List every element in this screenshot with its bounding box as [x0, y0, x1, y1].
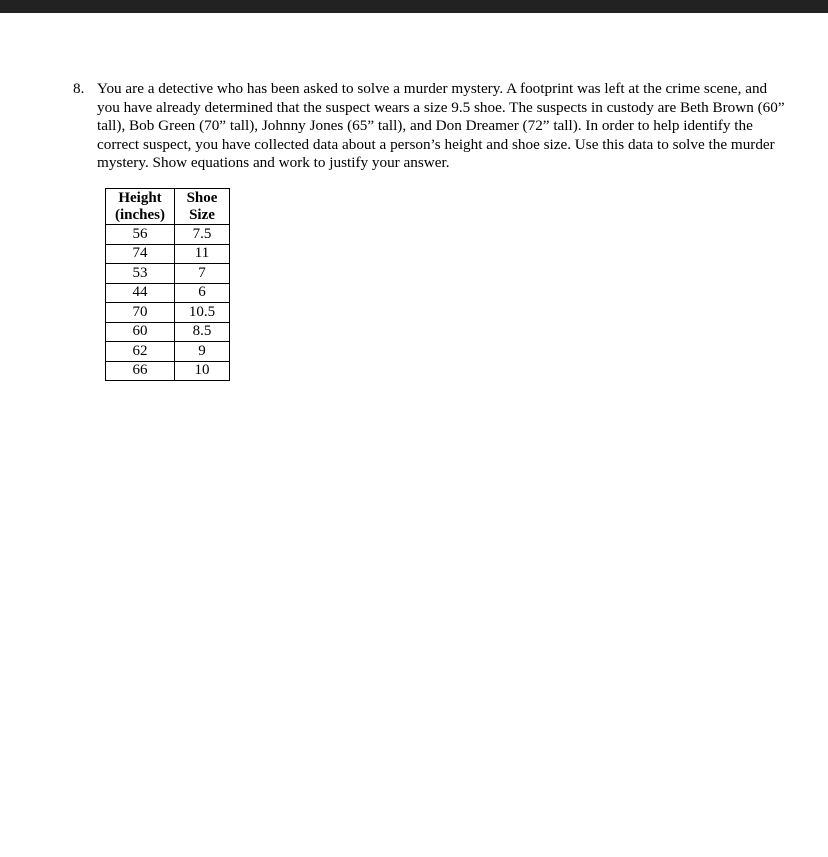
shoe-cell: 7.5 [175, 225, 230, 245]
shoe-cell: 8.5 [175, 322, 230, 342]
shoe-cell: 10.5 [175, 303, 230, 323]
height-cell: 53 [106, 264, 175, 284]
header-shoe-size [175, 189, 230, 225]
height-cell: 62 [106, 342, 175, 362]
problem-text: You are a detective who has been asked to solve a murder mystery. A footprint was left at the crime scene, and you have already determined that the suspect wears a size 9.5 shoe. The suspects in custody are Beth Brown (60” tall), Bob Green (70” tall), Johnny Jones (65” tall), and Don Dreamer (72” tall). In order to help identify the correct suspect, you have collected data about a person’s height and shoe size. Use this data to solve the murder mystery. Show equations and work to justify your answer. [97, 80, 785, 172]
header-shoe-line2: Size [189, 207, 215, 223]
height-cell: 70 [106, 303, 175, 323]
height-cell: 66 [106, 361, 175, 381]
height-cell: 60 [106, 322, 175, 342]
problem-8 [73, 80, 793, 173]
table-row [106, 303, 230, 323]
shoe-cell: 11 [175, 244, 230, 264]
shoe-cell: 6 [175, 283, 230, 303]
table-row [106, 342, 230, 362]
document-page [0, 13, 828, 857]
table-row [106, 361, 230, 381]
table-header-row [106, 189, 230, 225]
table-row [106, 264, 230, 284]
shoe-cell: 7 [175, 264, 230, 284]
table-row [106, 244, 230, 264]
header-height-line2: (inches) [115, 207, 165, 223]
table-row [106, 283, 230, 303]
shoe-cell: 9 [175, 342, 230, 362]
table-row [106, 322, 230, 342]
top-bar [0, 0, 828, 13]
height-cell: 74 [106, 244, 175, 264]
header-height-line1: Height [118, 190, 162, 206]
header-height [106, 189, 175, 225]
table-row [106, 225, 230, 245]
height-cell: 44 [106, 283, 175, 303]
height-shoe-table [105, 188, 230, 381]
height-cell: 56 [106, 225, 175, 245]
problem-number: 8. [73, 80, 85, 97]
header-shoe-line1: Shoe [186, 190, 218, 206]
shoe-cell: 10 [175, 361, 230, 381]
